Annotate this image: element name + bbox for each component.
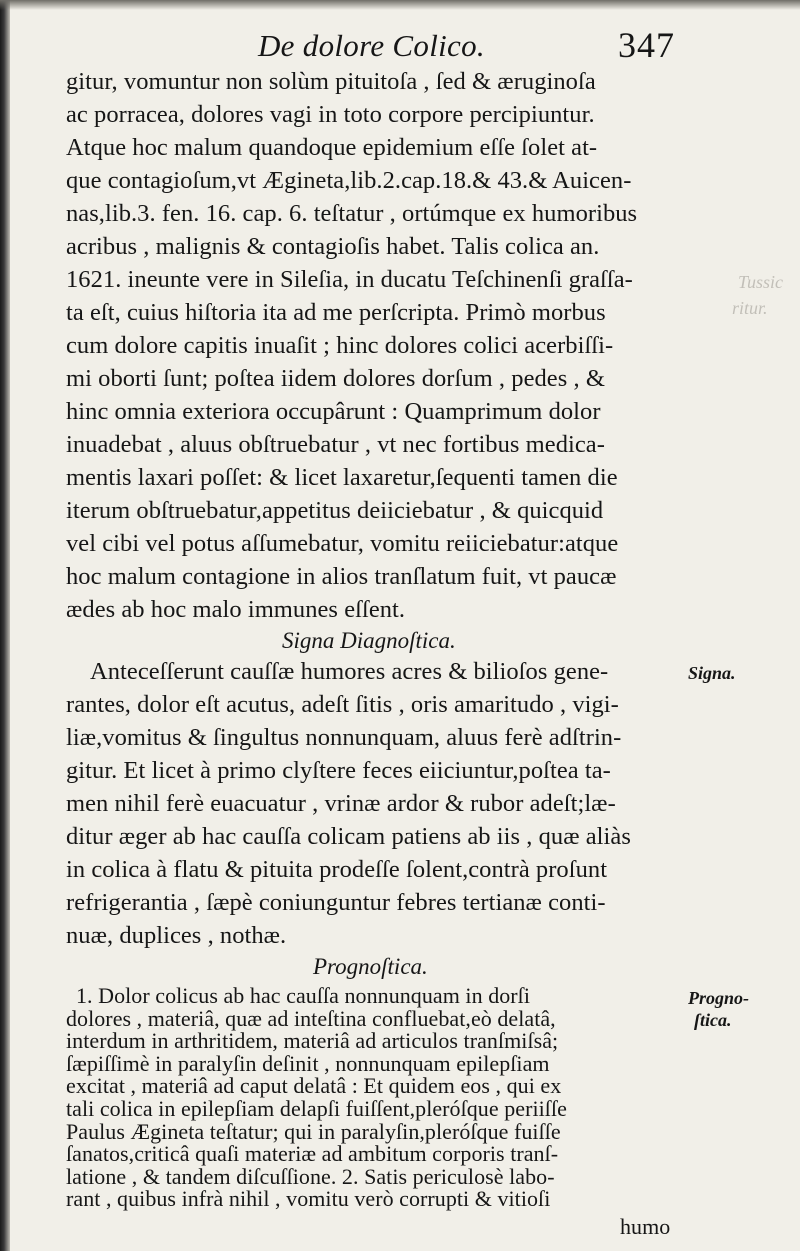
text-line: tali colica in epilepſiam delapſi fuiſſent,pleróſque periiſſe — [66, 1096, 567, 1121]
text-line: refrigerantia , ſæpè coniunguntur febres tertianæ conti- — [66, 889, 606, 916]
text-line: liæ,vomitus & ſingultus nonnunquam, aluus ferè adſtrin- — [66, 724, 622, 751]
page-binding-edge — [0, 0, 10, 1251]
text-line: hoc malum contagione in alios tranſlatum fuit, vt paucæ — [66, 563, 617, 590]
margin-note-signa: Signa. — [688, 663, 736, 683]
text-line: rantes, dolor eſt acutus, adeſt ſitis , oris amaritudo , vigi- — [66, 691, 619, 718]
text-line: ſæpiſſimè in paralyſin deſinit , nonnunquam epilepſiam — [66, 1050, 550, 1076]
text-line: Anteceſſerunt cauſſæ humores acres & bilioſos gene- — [90, 658, 609, 685]
text-line: ac porracea, dolores vagi in toto corpore percipiuntur. — [66, 101, 595, 128]
text-line: men nihil ferè euacuatur , vrinæ ardor & rubor adeſt;læ- — [66, 790, 616, 817]
text-line: inuadebat , aluus obſtruebatur , vt nec fortibus medica- — [66, 431, 605, 458]
section-heading-prognostica: Prognoſtica. — [313, 954, 428, 979]
catchword: humo — [620, 1214, 671, 1239]
text-line: mentis laxari poſſet: & licet laxaretur,ſequenti tamen die — [66, 464, 618, 491]
text-line: hinc omnia exteriora occupârunt : Quamprimum dolor — [66, 398, 601, 425]
text-line: que contagioſum,vt Ægineta,lib.2.cap.18.& 43.& Auicen- — [66, 167, 632, 194]
text-line: mi oborti ſunt; poſtea iidem dolores dorſum , pedes , & — [66, 365, 605, 392]
text-line: Atque hoc malum quandoque epidemium eſſe ſolet at- — [66, 134, 598, 161]
running-title: De dolore Colico. — [258, 28, 485, 63]
text-line: in colica à flatu & pituita prodeſſe ſolent,contrà proſunt — [66, 856, 608, 883]
page-top-shadow — [0, 0, 800, 10]
text-line: nuæ, duplices , nothæ. — [66, 922, 287, 949]
text-line: cum dolore capitis inuaſit ; hinc dolores colici acerbiſſi- — [66, 332, 614, 359]
text-line: 1. Dolor colicus ab hac cauſſa nonnunquam in dorſi — [76, 983, 530, 1008]
bleed-through-text: Tussic — [738, 272, 784, 292]
text-line: vel cibi vel potus aſſumebatur, vomitu reiiciebatur:atque — [66, 530, 619, 557]
text-line: acribus , malignis & contagioſis habet. Talis colica an. — [66, 233, 600, 260]
text-line: ædes ab hoc malo immunes eſſent. — [66, 596, 406, 623]
text-line: nas,lib.3. fen. 16. cap. 6. teſtatur , ortúmque ex humoribus — [66, 200, 638, 227]
margin-note-prognostica: ſtica. — [694, 1010, 732, 1030]
text-line: 1621. ineunte vere in Sileſia, in ducatu Teſchinenſi graſſa- — [66, 266, 633, 293]
text-line: dolores , materiâ, quæ ad inteſtina confluebat,eò delatâ, — [66, 1005, 556, 1031]
text-line: Paulus Ægineta teſtatur; qui in paralyſin,pleróſque fuiſſe — [66, 1118, 561, 1144]
text-line: ta eſt, cuius hiſtoria ita ad me perſcripta. Primò morbus — [66, 299, 606, 326]
section-heading-signa-diagnostica: Signa Diagnoſtica. — [282, 628, 456, 653]
text-line: gitur, vomuntur non solùm pituitoſa , ſed & æruginoſa — [66, 68, 596, 95]
text-line: latione , & tandem diſcuſſione. 2. Satis periculosè labo- — [66, 1163, 555, 1189]
margin-note-prognostica: Progno- — [688, 988, 750, 1008]
text-line: interdum in arthritidem, materiâ ad articulos tranſmiſsâ; — [66, 1028, 559, 1054]
text-line: ditur æger ab hac cauſſa colicam patiens ab iis , quæ aliàs — [66, 823, 631, 850]
text-line: rant , quibus infrà nihil , vomitu verò corrupti & vitioſi — [66, 1186, 551, 1212]
text-line: excitat , materiâ ad caput delatâ : Et quidem eos , qui ex — [66, 1073, 562, 1099]
text-line: ſanatos,criticâ quaſi materiæ ad ambitum corporis tranſ- — [66, 1141, 559, 1167]
text-line: iterum obſtruebatur,appetitus deiiciebatur , & quicquid — [66, 497, 604, 524]
text-line: gitur. Et licet à primo clyſtere feces eiiciuntur,poſtea ta- — [66, 757, 611, 784]
page-number: 347 — [618, 25, 675, 65]
bleed-through-text: ritur. — [732, 298, 768, 318]
